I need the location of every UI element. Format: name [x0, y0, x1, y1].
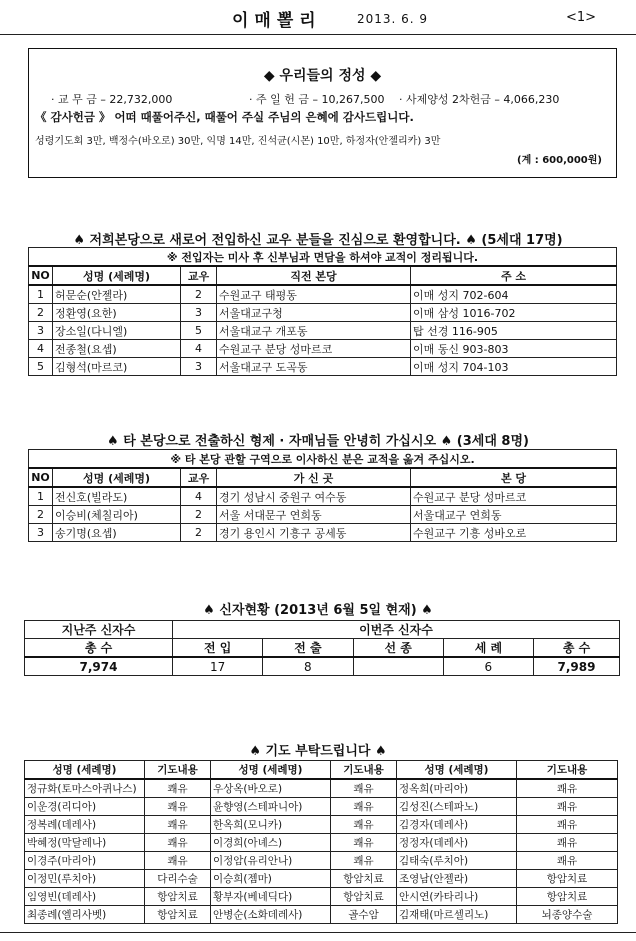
cell: 2 [181, 524, 217, 542]
cell: 쾌유 [331, 798, 397, 816]
table-row [29, 524, 617, 542]
cell: 조영남(안젤라) [397, 870, 517, 888]
cell: 쾌유 [331, 779, 397, 798]
cell: 이매 성지 704-103 [411, 358, 617, 376]
cell: 임영빈(데레사) [25, 888, 145, 906]
cell: 1 [29, 285, 53, 304]
cell: 5 [29, 358, 53, 376]
col-header: 성명 (세례명) [53, 266, 181, 285]
cell: 3 [181, 304, 217, 322]
cell: 이운경(리디아) [25, 798, 145, 816]
cell: 4 [181, 487, 217, 506]
cell: 수원교구 태평동 [217, 285, 411, 304]
col-header: 총 수 [25, 639, 173, 658]
table-row [29, 358, 617, 376]
table-row [29, 340, 617, 358]
table-row [29, 506, 617, 524]
page-number: <1> [566, 10, 597, 25]
col-header: 성명 (세례명) [25, 761, 145, 780]
cell: 안시연(카타리나) [397, 888, 517, 906]
cell: 장소일(다니엘) [53, 322, 181, 340]
cell: 뇌종양수술 [517, 906, 618, 924]
table-row [29, 487, 617, 506]
cell: 항암치료 [517, 870, 618, 888]
cell: 윤향영(스테파니아) [211, 798, 331, 816]
cell: 서울대교구 연희동 [411, 506, 617, 524]
table-row [25, 798, 618, 816]
cell: 수원교구 기흥 성바오로 [411, 524, 617, 542]
cell: 항암치료 [145, 888, 211, 906]
col-header: NO [29, 266, 53, 285]
cell: 정복례(데레사) [25, 816, 145, 834]
cell: 김성진(스테파노) [397, 798, 517, 816]
cell: 정환영(요한) [53, 304, 181, 322]
cell: 쾌유 [331, 852, 397, 870]
cell: 쾌유 [517, 852, 618, 870]
cell: 박혜정(막달레나) [25, 834, 145, 852]
cell: 황부자(베네딕다) [211, 888, 331, 906]
col-header: 전 입 [173, 639, 263, 658]
cell: 서울대교구 도곡동 [217, 358, 411, 376]
cell: 쾌유 [145, 798, 211, 816]
table-row [29, 304, 617, 322]
cell: 2 [181, 285, 217, 304]
cell: 정규화(토마스아퀴나스) [25, 779, 145, 798]
cell: 6 [443, 657, 533, 676]
table-row [29, 322, 617, 340]
cell: 7,989 [534, 657, 620, 676]
col-header: 기도내용 [517, 761, 618, 780]
cell: 다리수술 [145, 870, 211, 888]
col-header: 총 수 [534, 639, 620, 658]
cell: 항암치료 [331, 870, 397, 888]
cell: 탑 선경 116-905 [411, 322, 617, 340]
cell: 3 [29, 524, 53, 542]
prayers-table [24, 760, 618, 924]
cell: 4 [181, 340, 217, 358]
cell: 이승희(젬마) [211, 870, 331, 888]
cell: 이정암(유리안나) [211, 852, 331, 870]
cell: 전신호(빌라도) [53, 487, 181, 506]
cell: 쾌유 [517, 798, 618, 816]
col-header: 본 당 [411, 468, 617, 487]
table-row [25, 888, 618, 906]
header-rule [0, 34, 636, 35]
table-row [25, 779, 618, 798]
cell: 항암치료 [145, 906, 211, 924]
cell: 경기 용인시 기흥구 공세동 [217, 524, 411, 542]
newcomers-title: ♠ 저희본당으로 새로어 전입하신 교우 분들을 진심으로 환영합니다. ♠ (5세대 17명) [73, 233, 563, 248]
cell: 김태숙(루치아) [397, 852, 517, 870]
cell: 우상옥(바오로) [211, 779, 331, 798]
thanks-total: (계 : 600,000원) [517, 155, 602, 166]
cell: 정정자(데레사) [397, 834, 517, 852]
table-row [25, 816, 618, 834]
cell: 골수암 [331, 906, 397, 924]
cell: 이매 동신 903-803 [411, 340, 617, 358]
cell: 쾌유 [517, 779, 618, 798]
table-row [25, 852, 618, 870]
cell: 쾌유 [145, 779, 211, 798]
cell: 항암치료 [517, 888, 618, 906]
col-header: 가 신 곳 [217, 468, 411, 487]
col-header: 교우 [181, 266, 217, 285]
cell: 5 [181, 322, 217, 340]
cell: 쾌유 [145, 852, 211, 870]
cell: 쾌유 [517, 834, 618, 852]
cell: 이경주(마리아) [25, 852, 145, 870]
col-header: 주 소 [411, 266, 617, 285]
bulletin-title: 이매뽈리 [232, 11, 322, 31]
bulletin-date: 2013. 6. 9 [357, 12, 429, 26]
departures-note: ※ 타 본당 관할 구역으로 이사하신 분은 교적을 옮겨 주십시오. [29, 450, 617, 469]
cell: 최종례(엘리사벳) [25, 906, 145, 924]
cell: 김재태(마르셀리노) [397, 906, 517, 924]
last-week-header: 지난주 신자수 [25, 621, 173, 639]
cell: 2 [181, 506, 217, 524]
col-header: 직전 본당 [217, 266, 411, 285]
cell: 서울 서대문구 연희동 [217, 506, 411, 524]
cell: 이승비(체칠리아) [53, 506, 181, 524]
col-header: 전 출 [263, 639, 353, 658]
table-row [25, 906, 618, 924]
cell: 이매 삼성 1016-702 [411, 304, 617, 322]
cell: 쾌유 [331, 834, 397, 852]
cell: 1 [29, 487, 53, 506]
cell: 7,974 [25, 657, 173, 676]
cell: 경기 성남시 중원구 여수동 [217, 487, 411, 506]
col-header: 교우 [181, 468, 217, 487]
cell: 2 [29, 506, 53, 524]
this-week-header: 이번주 신자수 [173, 621, 620, 639]
cell: 이정민(루치아) [25, 870, 145, 888]
newcomers-note: ※ 전입자는 미사 후 신부님과 면담을 하셔야 교적이 정리됩니다. [29, 248, 617, 267]
cell: 쾌유 [331, 816, 397, 834]
cell: 한옥희(모니카) [211, 816, 331, 834]
table-row [29, 285, 617, 304]
offering-title: ◆ 우리들의 정성 ◆ [263, 68, 382, 84]
departures-table [28, 449, 617, 542]
cell: 쾌유 [145, 816, 211, 834]
footer-rule [0, 932, 636, 933]
cell: 안병순(소화데레사) [211, 906, 331, 924]
offering-item: · 주 일 헌 금 – 10,267,500 [249, 93, 385, 106]
status-title: ♠ 신자현황 (2013년 6월 5일 현재) ♠ [203, 603, 433, 618]
col-header: 선 종 [353, 639, 443, 658]
col-header: NO [29, 468, 53, 487]
prayers-title: ♠ 기도 부탁드립니다 ♠ [249, 744, 387, 759]
status-table [24, 620, 620, 676]
col-header: 성명 (세례명) [53, 468, 181, 487]
table-row [25, 834, 618, 852]
cell: 17 [173, 657, 263, 676]
cell [353, 657, 443, 676]
cell: 3 [29, 322, 53, 340]
offering-item: · 교 무 금 – 22,732,000 [51, 93, 173, 106]
cell: 송기명(요셉) [53, 524, 181, 542]
departures-title: ♠ 타 본당으로 전출하신 형제 · 자매님들 안녕히 가십시오 ♠ (3세대 8명) [107, 434, 529, 449]
table-row [25, 870, 618, 888]
cell: 수원교구 분당 성마르코 [411, 487, 617, 506]
page-header [0, 0, 636, 34]
cell: 수원교구 분당 성마르코 [217, 340, 411, 358]
col-header: 세 례 [443, 639, 533, 658]
donor-list: 성령기도회 3만, 백정수(바오로) 30만, 익명 14만, 진석균(시몬) 10만, 하정자(안젤리카) 3만 [35, 136, 441, 147]
cell: 전종철(요셉) [53, 340, 181, 358]
col-header: 성명 (세례명) [397, 761, 517, 780]
cell: 쾌유 [145, 834, 211, 852]
thanks-heading: 《 감사헌금 》 어떠 때풀어주신, 때풀어 주실 주님의 은혜에 감사드립니다. [35, 110, 414, 124]
newcomers-table [28, 247, 617, 376]
cell: 김형석(마르코) [53, 358, 181, 376]
cell: 김경자(데레사) [397, 816, 517, 834]
cell: 2 [29, 304, 53, 322]
cell: 서울대교구 개포동 [217, 322, 411, 340]
offering-item: · 사제양성 2차헌금 – 4,066,230 [399, 93, 560, 106]
cell: 4 [29, 340, 53, 358]
cell: 허문순(안젤라) [53, 285, 181, 304]
col-header: 기도내용 [145, 761, 211, 780]
col-header: 기도내용 [331, 761, 397, 780]
table-row [25, 657, 620, 676]
cell: 이경희(아녜스) [211, 834, 331, 852]
offering-box [28, 48, 617, 178]
cell: 8 [263, 657, 353, 676]
cell: 3 [181, 358, 217, 376]
cell: 쾌유 [517, 816, 618, 834]
cell: 항암치료 [331, 888, 397, 906]
cell: 정옥희(마리아) [397, 779, 517, 798]
cell: 이매 성지 702-604 [411, 285, 617, 304]
col-header: 성명 (세례명) [211, 761, 331, 780]
cell: 서울대교구청 [217, 304, 411, 322]
